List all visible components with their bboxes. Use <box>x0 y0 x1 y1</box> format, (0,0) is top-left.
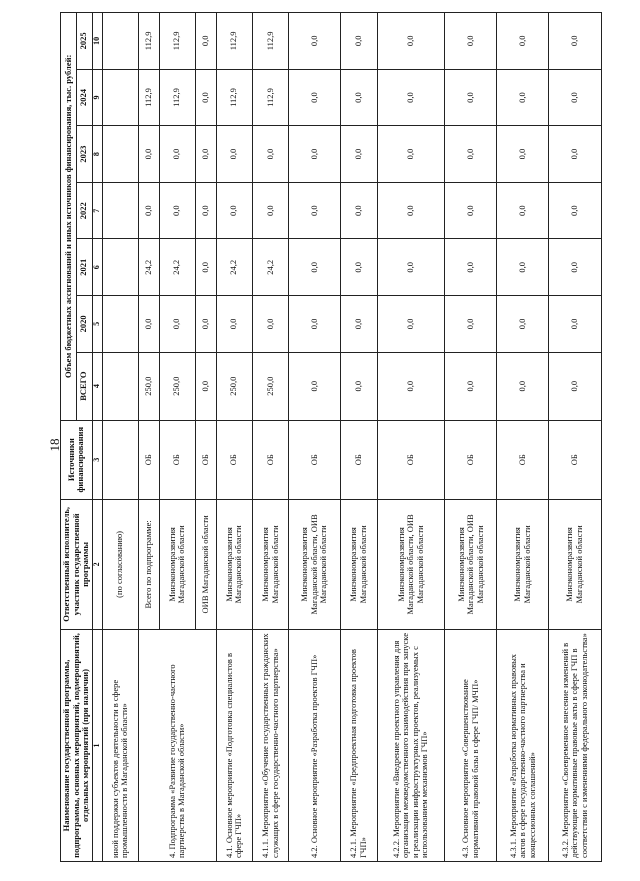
row-value: 0,0 <box>252 126 288 183</box>
column-number: 4 <box>92 352 102 420</box>
row-value: 112,9 <box>252 69 288 126</box>
funding-table <box>60 12 602 862</box>
row-value: 0,0 <box>159 182 195 239</box>
row-value: 0,0 <box>216 182 252 239</box>
table-row <box>216 13 252 862</box>
row-value: 24,2 <box>216 239 252 296</box>
row-value: 0,0 <box>497 296 549 353</box>
row-responsible: Минэкономразвития Магаданской области <box>159 499 195 629</box>
row-value: 0,0 <box>138 296 159 353</box>
row-name: 4.2.2. Мероприятие «Внедрение проектного управления для организации межведомственного взаимодействия при запуске и реализации инфраструктурных проектов, реализуемых с использованием механизмов ГЧП» <box>377 629 445 861</box>
row-value: 0,0 <box>549 239 601 296</box>
row-value: 0,0 <box>497 126 549 183</box>
row-value: 250,0 <box>138 352 159 420</box>
table-row <box>445 13 497 862</box>
row-value: 0,0 <box>216 126 252 183</box>
table-row <box>289 13 341 862</box>
table-row <box>497 13 549 862</box>
column-number: 7 <box>92 182 102 239</box>
row-responsible: Минэкономразвития Магаданской области, ОИВ Магаданской области <box>445 499 497 629</box>
row-value: 0,0 <box>445 69 497 126</box>
row-value <box>102 69 138 126</box>
row-value: 0,0 <box>195 352 216 420</box>
row-value: 24,2 <box>159 239 195 296</box>
header-funding-group: Объем бюджетных ассигнований и иных источников финансирования, тыс. рублей: <box>61 13 77 421</box>
row-name: иной поддержки субъектов деятельности в сфере промышленности в Магаданской области» <box>102 629 138 861</box>
row-value: 0,0 <box>445 352 497 420</box>
rotated-page <box>60 12 595 862</box>
row-value: 0,0 <box>377 352 445 420</box>
row-value: 0,0 <box>195 182 216 239</box>
row-name: 4.3. Основное мероприятие «Совершенствование нормативной правовой базы в сфере ГЧП/ МЧП» <box>445 629 497 861</box>
row-value: 0,0 <box>289 13 341 70</box>
row-value: 112,9 <box>252 13 288 70</box>
row-value: 0,0 <box>195 296 216 353</box>
row-source: ОБ <box>341 420 377 499</box>
row-responsible: Минэкономразвития Магаданской области <box>216 499 252 629</box>
header-responsible: Ответственный исполнитель, участник государственной программы <box>61 499 93 629</box>
row-responsible: Всего по подпрограмме: <box>138 499 159 629</box>
row-value: 0,0 <box>195 239 216 296</box>
page-number: 18 <box>47 438 62 452</box>
row-source: ОБ <box>252 420 288 499</box>
row-value: 0,0 <box>195 13 216 70</box>
row-value: 0,0 <box>497 69 549 126</box>
row-value: 0,0 <box>549 352 601 420</box>
row-value: 0,0 <box>289 182 341 239</box>
row-value: 0,0 <box>549 13 601 70</box>
row-value: 0,0 <box>138 182 159 239</box>
row-name: 4.3.2. Мероприятие «Своевременное внесение изменений в действующие нормативные правовые акты в сфере ГЧП в соответствии с изменениями федерального законодательства» <box>549 629 601 861</box>
row-value: 0,0 <box>138 126 159 183</box>
row-value: 112,9 <box>159 13 195 70</box>
row-value: 0,0 <box>195 126 216 183</box>
row-value: 0,0 <box>252 296 288 353</box>
row-value: 0,0 <box>497 239 549 296</box>
row-value: 112,9 <box>138 69 159 126</box>
row-name: 4.1. Основное мероприятие «Подготовка специалистов в сфере ГЧП» <box>216 629 252 861</box>
column-number: 10 <box>92 13 102 70</box>
row-value: 0,0 <box>341 126 377 183</box>
row-responsible: Минэкономразвития Магаданской области <box>252 499 288 629</box>
header-year: 2024 <box>76 69 92 126</box>
row-source <box>102 420 138 499</box>
row-value: 0,0 <box>549 69 601 126</box>
header-year: 2023 <box>76 126 92 183</box>
row-value: 250,0 <box>159 352 195 420</box>
row-source: ОБ <box>195 420 216 499</box>
row-value: 24,2 <box>138 239 159 296</box>
row-value: 0,0 <box>341 352 377 420</box>
row-value: 0,0 <box>377 126 445 183</box>
row-value: 24,2 <box>252 239 288 296</box>
row-value: 112,9 <box>216 13 252 70</box>
row-value: 250,0 <box>216 352 252 420</box>
column-number: 6 <box>92 239 102 296</box>
row-name: 4.1.1. Мероприятие «Обучение государственных гражданских служащих в сфере государственно-частного партнерства» <box>252 629 288 861</box>
row-value <box>102 126 138 183</box>
column-number: 3 <box>92 420 102 499</box>
row-responsible: Минэкономразвития Магаданской области <box>341 499 377 629</box>
row-value: 0,0 <box>195 69 216 126</box>
column-number: 2 <box>92 499 102 629</box>
row-value: 0,0 <box>549 182 601 239</box>
row-value: 0,0 <box>549 126 601 183</box>
row-value: 0,0 <box>341 69 377 126</box>
header-year: 2025 <box>76 13 92 70</box>
header-year: 2020 <box>76 296 92 353</box>
row-value: 0,0 <box>377 69 445 126</box>
row-value: 0,0 <box>549 296 601 353</box>
header-sources: Источники финансирования <box>61 420 93 499</box>
row-source: ОБ <box>138 420 159 499</box>
column-number: 8 <box>92 126 102 183</box>
row-value: 0,0 <box>445 126 497 183</box>
row-value: 0,0 <box>497 352 549 420</box>
row-value: 0,0 <box>497 182 549 239</box>
row-responsible: Минэкономразвития Магаданской области, ОИВ Магаданской области <box>377 499 445 629</box>
row-source: ОБ <box>377 420 445 499</box>
row-value: 0,0 <box>289 69 341 126</box>
row-name: 4. Подпрограмма «Развитие государственно-частного партнерства в Магаданской области» <box>138 629 216 861</box>
row-responsible: Минэкономразвития Магаданской области <box>549 499 601 629</box>
row-value: 0,0 <box>289 296 341 353</box>
row-value <box>102 239 138 296</box>
header-year: 2021 <box>76 239 92 296</box>
table-row <box>377 13 445 862</box>
table-row <box>341 13 377 862</box>
row-source: ОБ <box>159 420 195 499</box>
row-value: 0,0 <box>445 13 497 70</box>
header-name: Наименование государственной программы, подпрограммы, основных мероприятий, подмероприятий, отдельных мероприятий (при наличии) <box>61 629 93 861</box>
row-value: 0,0 <box>341 182 377 239</box>
table-row <box>102 13 138 862</box>
row-value: 112,9 <box>138 13 159 70</box>
row-responsible: Минэкономразвития Магаданской области <box>497 499 549 629</box>
row-value: 0,0 <box>289 126 341 183</box>
table-row <box>252 13 288 862</box>
row-source: ОБ <box>497 420 549 499</box>
row-source: ОБ <box>445 420 497 499</box>
row-source: ОБ <box>216 420 252 499</box>
row-value: 250,0 <box>252 352 288 420</box>
row-value: 112,9 <box>216 69 252 126</box>
row-value: 0,0 <box>445 239 497 296</box>
row-value: 0,0 <box>341 296 377 353</box>
row-value: 0,0 <box>341 13 377 70</box>
row-value: 0,0 <box>159 126 195 183</box>
column-number: 5 <box>92 296 102 353</box>
column-number: 9 <box>92 69 102 126</box>
row-value: 0,0 <box>252 182 288 239</box>
row-responsible: (по согласованию) <box>102 499 138 629</box>
row-value: 0,0 <box>377 182 445 239</box>
row-value: 0,0 <box>497 13 549 70</box>
row-name: 4.3.1. Мероприятие «Разработка нормативных правовых актов в сфере государственно-частного партнерства и концессионных соглашений» <box>497 629 549 861</box>
table-row <box>549 13 601 862</box>
row-value: 0,0 <box>377 13 445 70</box>
row-value: 0,0 <box>289 239 341 296</box>
row-responsible: ОИВ Магаданской области <box>195 499 216 629</box>
row-value: 0,0 <box>445 296 497 353</box>
row-name: 4.2. Основное мероприятие «Разработка проектов ГЧП» <box>289 629 341 861</box>
row-value: 0,0 <box>341 239 377 296</box>
row-value <box>102 13 138 70</box>
row-value: 0,0 <box>377 239 445 296</box>
row-source: ОБ <box>289 420 341 499</box>
column-number: 1 <box>92 629 102 861</box>
row-source: ОБ <box>549 420 601 499</box>
row-value: 0,0 <box>289 352 341 420</box>
column-number-row <box>92 13 102 862</box>
table-row <box>138 13 159 862</box>
row-value: 112,9 <box>159 69 195 126</box>
row-name: 4.2.1. Мероприятие «Предпроектная подготовка проектов ГЧП» <box>341 629 377 861</box>
row-value: 0,0 <box>159 296 195 353</box>
row-value: 0,0 <box>216 296 252 353</box>
row-responsible: Минэкономразвития Магаданской области, ОИВ Магаданской области <box>289 499 341 629</box>
row-value <box>102 352 138 420</box>
row-value <box>102 296 138 353</box>
row-value <box>102 182 138 239</box>
header-year: 2022 <box>76 182 92 239</box>
row-value: 0,0 <box>445 182 497 239</box>
row-value: 0,0 <box>377 296 445 353</box>
header-total: ВСЕГО <box>76 352 92 420</box>
